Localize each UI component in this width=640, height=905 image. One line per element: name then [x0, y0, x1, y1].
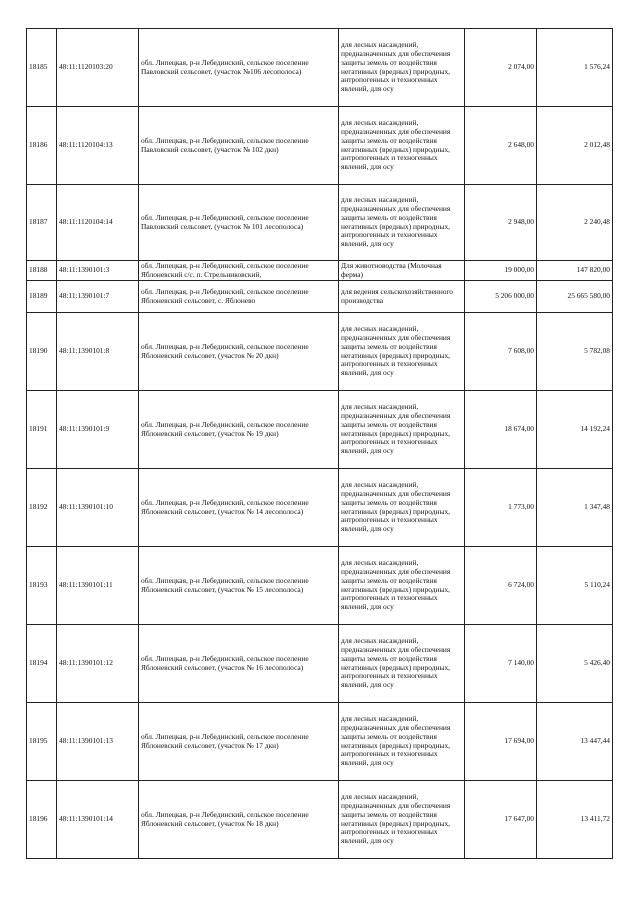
table-row [27, 107, 613, 185]
area-cell: 17 647,00 [465, 781, 537, 859]
cadastral-number-cell: 48:11:1390101:11 [57, 547, 139, 625]
permitted-use-cell: для лесных насаждений, предназначенных для обеспечения защиты земель от воздействия негативных (вредных) природных, антропогенных и техногенных явлений, для осу [339, 781, 465, 859]
cadastral-number-cell: 48:11:1390101:12 [57, 625, 139, 703]
row-number-cell: 18188 [27, 261, 57, 281]
area-cell: 2 948,00 [465, 185, 537, 261]
cadastral-number-cell: 48:11:1390101:7 [57, 281, 139, 313]
address-cell: обл. Липецкая, р-н Лебединский, сельское поселение Яблоневский сельсовет, (участок № 19 дкн) [139, 391, 339, 469]
land-plots-table [26, 28, 613, 859]
cadastral-value-cell: 2 012,48 [537, 107, 613, 185]
area-cell: 17 694,00 [465, 703, 537, 781]
cadastral-number-cell: 48:11:1390101:8 [57, 313, 139, 391]
area-cell: 18 674,00 [465, 391, 537, 469]
address-cell: обл. Липецкая, р-н Лебединский, сельское поселение Яблоневский сельсовет, с. Яблонево [139, 281, 339, 313]
cadastral-value-cell: 13 411,72 [537, 781, 613, 859]
area-cell: 19 000,00 [465, 261, 537, 281]
table-row [27, 391, 613, 469]
permitted-use-cell: для лесных насаждений, предназначенных для обеспечения защиты земель от воздействия негативных (вредных) природных, антропогенных и техногенных явлений, для осу [339, 469, 465, 547]
permitted-use-cell: для ведения сельскохозяйственного производства [339, 281, 465, 313]
table-row [27, 781, 613, 859]
address-cell: обл. Липецкая, р-н Лебединский, сельское поселение Яблоневский сельсовет, (участок № 18 дкн) [139, 781, 339, 859]
cadastral-value-cell: 1 347,48 [537, 469, 613, 547]
table-row [27, 261, 613, 281]
cadastral-value-cell: 5 782,08 [537, 313, 613, 391]
cadastral-number-cell: 48:11:1120104:13 [57, 107, 139, 185]
row-number-cell: 18187 [27, 185, 57, 261]
address-cell: обл. Липецкая, р-н Лебединский, сельское поселение Яблоневский с/с. п. Стрельниковский, [139, 261, 339, 281]
area-cell: 2 648,00 [465, 107, 537, 185]
row-number-cell: 18185 [27, 29, 57, 107]
permitted-use-cell: для лесных насаждений, предназначенных для обеспечения защиты земель от воздействия негативных (вредных) природных, антропогенных и техногенных явлений, для осу [339, 391, 465, 469]
row-number-cell: 18186 [27, 107, 57, 185]
address-cell: обл. Липецкая, р-н Лебединский, сельское поселение Яблоневский сельсовет, (участок № 14 лесополоса) [139, 469, 339, 547]
cadastral-value-cell: 25 665 580,00 [537, 281, 613, 313]
cadastral-value-cell: 2 240,48 [537, 185, 613, 261]
area-cell: 1 773,00 [465, 469, 537, 547]
area-cell: 7 608,00 [465, 313, 537, 391]
cadastral-value-cell: 147 820,00 [537, 261, 613, 281]
cadastral-number-cell: 48:11:1120103:20 [57, 29, 139, 107]
row-number-cell: 18193 [27, 547, 57, 625]
permitted-use-cell: для лесных насаждений, предназначенных для обеспечения защиты земель от воздействия негативных (вредных) природных, антропогенных и техногенных явлений, для осу [339, 313, 465, 391]
permitted-use-cell: для лесных насаждений, предназначенных для обеспечения защиты земель от воздействия негативных (вредных) природных, антропогенных и техногенных явлений, для осу [339, 107, 465, 185]
table-row [27, 313, 613, 391]
cadastral-number-cell: 48:11:1390101:14 [57, 781, 139, 859]
row-number-cell: 18196 [27, 781, 57, 859]
row-number-cell: 18189 [27, 281, 57, 313]
permitted-use-cell: для лесных насаждений, предназначенных для обеспечения защиты земель от воздействия негативных (вредных) природных, антропогенных и техногенных явлений, для осу [339, 29, 465, 107]
permitted-use-cell: Для животноводства (Молочная ферма) [339, 261, 465, 281]
address-cell: обл. Липецкая, р-н Лебединский, сельское поселение Яблоневский сельсовет, (участок № 15 лесополоса) [139, 547, 339, 625]
table-row [27, 547, 613, 625]
cadastral-value-cell: 13 447,44 [537, 703, 613, 781]
cadastral-value-cell: 14 192,24 [537, 391, 613, 469]
table-row [27, 625, 613, 703]
permitted-use-cell: для лесных насаждений, предназначенных для обеспечения защиты земель от воздействия негативных (вредных) природных, антропогенных и техногенных явлений, для осу [339, 703, 465, 781]
cadastral-number-cell: 48:11:1120104:14 [57, 185, 139, 261]
row-number-cell: 18190 [27, 313, 57, 391]
cadastral-value-cell: 1 576,24 [537, 29, 613, 107]
table-row [27, 703, 613, 781]
permitted-use-cell: для лесных насаждений, предназначенных для обеспечения защиты земель от воздействия негативных (вредных) природных, антропогенных и техногенных явлений, для осу [339, 625, 465, 703]
area-cell: 7 140,00 [465, 625, 537, 703]
row-number-cell: 18194 [27, 625, 57, 703]
permitted-use-cell: для лесных насаждений, предназначенных для обеспечения защиты земель от воздействия негативных (вредных) природных, антропогенных и техногенных явлений, для осу [339, 185, 465, 261]
address-cell: обл. Липецкая, р-н Лебединский, сельское поселение Яблоневский сельсовет, (участок № 20 дкн) [139, 313, 339, 391]
permitted-use-cell: для лесных насаждений, предназначенных для обеспечения защиты земель от воздействия негативных (вредных) природных, антропогенных и техногенных явлений, для осу [339, 547, 465, 625]
address-cell: обл. Липецкая, р-н Лебединский, сельское поселение Павловский сельсовет, (участок №106 лесополоса) [139, 29, 339, 107]
cadastral-number-cell: 48:11:1390101:10 [57, 469, 139, 547]
table-body [27, 29, 613, 859]
cadastral-number-cell: 48:11:1390101:9 [57, 391, 139, 469]
address-cell: обл. Липецкая, р-н Лебединский, сельское поселение Павловский сельсовет, (участок № 102 дкн) [139, 107, 339, 185]
cadastral-value-cell: 5 110,24 [537, 547, 613, 625]
address-cell: обл. Липецкая, р-н Лебединский, сельское поселение Яблоневский сельсовет, (участок № 16 лесополоса) [139, 625, 339, 703]
area-cell: 6 724,00 [465, 547, 537, 625]
address-cell: обл. Липецкая, р-н Лебединский, сельское поселение Яблоневский сельсовет, (участок № 17 дкн) [139, 703, 339, 781]
area-cell: 2 074,00 [465, 29, 537, 107]
table-row [27, 469, 613, 547]
area-cell: 5 206 000,00 [465, 281, 537, 313]
row-number-cell: 18195 [27, 703, 57, 781]
row-number-cell: 18191 [27, 391, 57, 469]
table-row [27, 29, 613, 107]
cadastral-number-cell: 48:11:1390101:3 [57, 261, 139, 281]
row-number-cell: 18192 [27, 469, 57, 547]
table-row [27, 281, 613, 313]
cadastral-number-cell: 48:11:1390101:13 [57, 703, 139, 781]
table-row [27, 185, 613, 261]
address-cell: обл. Липецкая, р-н Лебединский, сельское поселение Павловский сельсовет, (участок № 101 лесополоса) [139, 185, 339, 261]
cadastral-value-cell: 5 426,40 [537, 625, 613, 703]
